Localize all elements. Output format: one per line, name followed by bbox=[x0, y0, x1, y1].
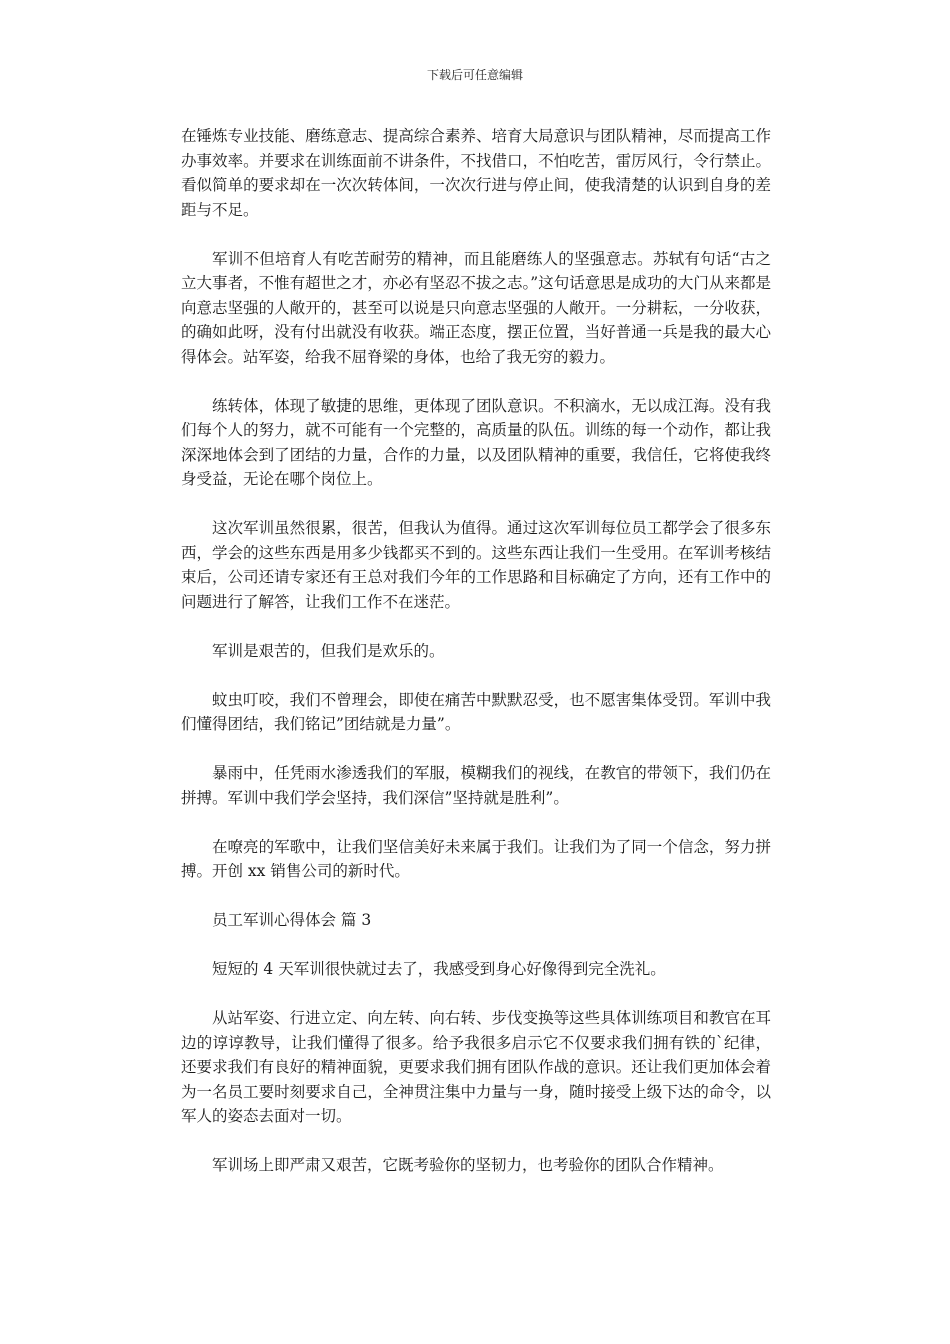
paragraph-7: 暴雨中，任凭雨水渗透我们的军服，模糊我们的视线，在教官的带领下，我们仍在拼搏。军训中我们学会坚持，我们深信”坚持就是胜利”。 bbox=[181, 764, 771, 807]
section-heading: 员工军训心得体会 篇 3 bbox=[212, 911, 372, 929]
paragraph-10: 从站军姿、行进立定、向左转、向右转、步伐变换等这些具体训练项目和教官在耳边的谆谆教导，让我们懂得了很多。给予我很多启示它不仅要求我们拥有铁的`纪律，还要求我们有良好的精神面貌，更要求我们拥有团队作战的意识。还让我们更加体会着为一名员工要时刻要求自己，全神贯注集中力量与一身，随时接受上级下达的命令，以军人的姿态去面对一切。 bbox=[181, 1009, 771, 1125]
paragraph-3: 练转体，体现了敏捷的思维，更体现了团队意识。不积滴水，无以成江海。没有我们每个人的努力，就不可能有一个完整的，高质量的队伍。训练的每一个动作，都让我深深地体会到了团结的力量，合作的力量，以及团队精神的重要，我信任，它将使我终身受益，无论在哪个岗位上。 bbox=[181, 396, 771, 488]
paragraph-2: 军训不但培育人有吃苦耐劳的精神，而且能磨练人的坚强意志。苏轼有句话“古之立大事者，不惟有超世之才，亦必有坚忍不拔之志。”这句话意思是成功的大门从来都是向意志坚强的人敞开的，甚至可以说是只向意志坚强的人敞开。一分耕耘，一分收获，的确如此呀，没有付出就没有收获。端正态度，摆正位置，当好普通一兵是我的最大心得体会。站军姿，给我不屈脊梁的身体，也给了我无穷的毅力。 bbox=[181, 249, 771, 366]
paragraph-5: 军训是艰苦的，但我们是欢乐的。 bbox=[212, 641, 445, 660]
paragraph-8: 在嘹亮的军歌中，让我们坚信美好未来属于我们。让我们为了同一个信念，努力拼搏。开创 xx 销售公司的新时代。 bbox=[181, 837, 771, 880]
paragraph-1: 在锤炼专业技能、磨练意志、提高综合素养、培育大局意识与团队精神，尽而提高工作办事效率。并要求在训练面前不讲条件，不找借口，不怕吃苦，雷厉风行，令行禁止。看似简单的要求却在一次次转体间，一次次行进与停止间，使我清楚的认识到自身的差距与不足。 bbox=[181, 127, 771, 219]
paragraph-6: 蚊虫叮咬，我们不曾理会，即使在痛苦中默默忍受，也不愿害集体受罚。军训中我们懂得团结，我们铭记”团结就是力量”。 bbox=[181, 690, 771, 733]
paragraph-4: 这次军训虽然很累，很苦，但我认为值得。通过这次军训每位员工都学会了很多东西，学会的这些东西是用多少钱都买不到的。这些东西让我们一生受用。在军训考核结束后，公司还请专家还有王总对我们今年的工作思路和目标确定了方向，还有工作中的问题进行了解答，让我们工作不在迷茫。 bbox=[181, 519, 771, 611]
paragraph-11: 军训场上即严肃又艰苦，它既考验你的坚韧力，也考验你的团队合作精神。 bbox=[212, 1156, 724, 1174]
paragraph-9: 短短的 4 天军训很快就过去了，我感受到身心好像得到完全洗礼。 bbox=[212, 960, 666, 978]
page-header: 下载后可任意编辑 bbox=[426, 68, 523, 82]
document-body bbox=[181, 124, 771, 1202]
